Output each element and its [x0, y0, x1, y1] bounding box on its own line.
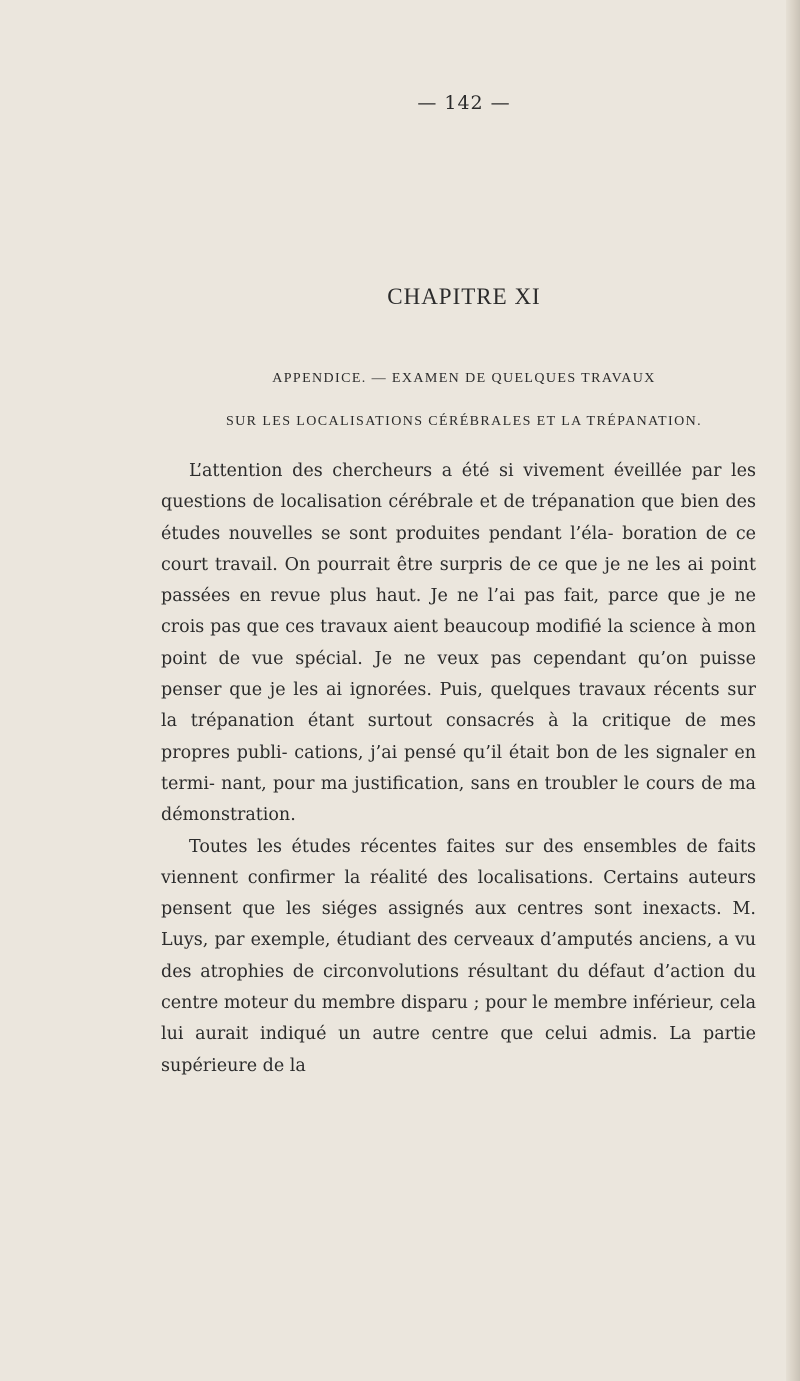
chapter-subtitle-line-1: APPENDICE. — EXAMEN DE QUELQUES TRAVAUX: [272, 371, 656, 386]
paragraph-1: L’attention des chercheurs a été si vivement éveillée par les questions de localisation cérébrale et de trépanation que bien des études nouvelles se sont produites pendant l’éla- boration de ce court travail. On pourrait être surpris de ce que je ne les ai point passées en revue plus haut. Je ne l’ai pas fait, parce que je ne crois pas que ces travaux aient beaucoup modifié la science à mon point de vue spécial. Je ne veux pas cependant qu’on puisse penser que je les ai ignorées. Puis, quelques travaux récents sur la trépanation étant surtout consacrés à la critique de mes propres publi- cations, j’ai pensé qu’il était bon de les signaler en termi- nant, pour ma justification, sans en troubler le cours de ma démonstration.: [161, 461, 756, 826]
paragraph-2: Toutes les études récentes faites sur des ensembles de faits viennent confirmer la réalité des localisations. Certains auteurs pensent que les siéges assignés aux centres sont inexacts. M. Luys, par exemple, étudiant des cerveaux d’amputés anciens, a vu des atrophies de circonvolutions résultant du défaut d’action du centre moteur du membre disparu ; pour le membre inférieur, cela lui aurait indiqué un autre centre que celui admis. La partie supérieure de la: [161, 836, 756, 1076]
chapter-subtitle-line-2: SUR LES LOCALISATIONS CÉRÉBRALES ET LA TRÉPANATION.: [225, 414, 702, 429]
chapter-title: CHAPITRE XI: [387, 284, 541, 309]
page-number: — 142 —: [417, 92, 511, 114]
page-edge-shadow: [786, 0, 800, 1381]
body-text: [161, 456, 756, 1082]
